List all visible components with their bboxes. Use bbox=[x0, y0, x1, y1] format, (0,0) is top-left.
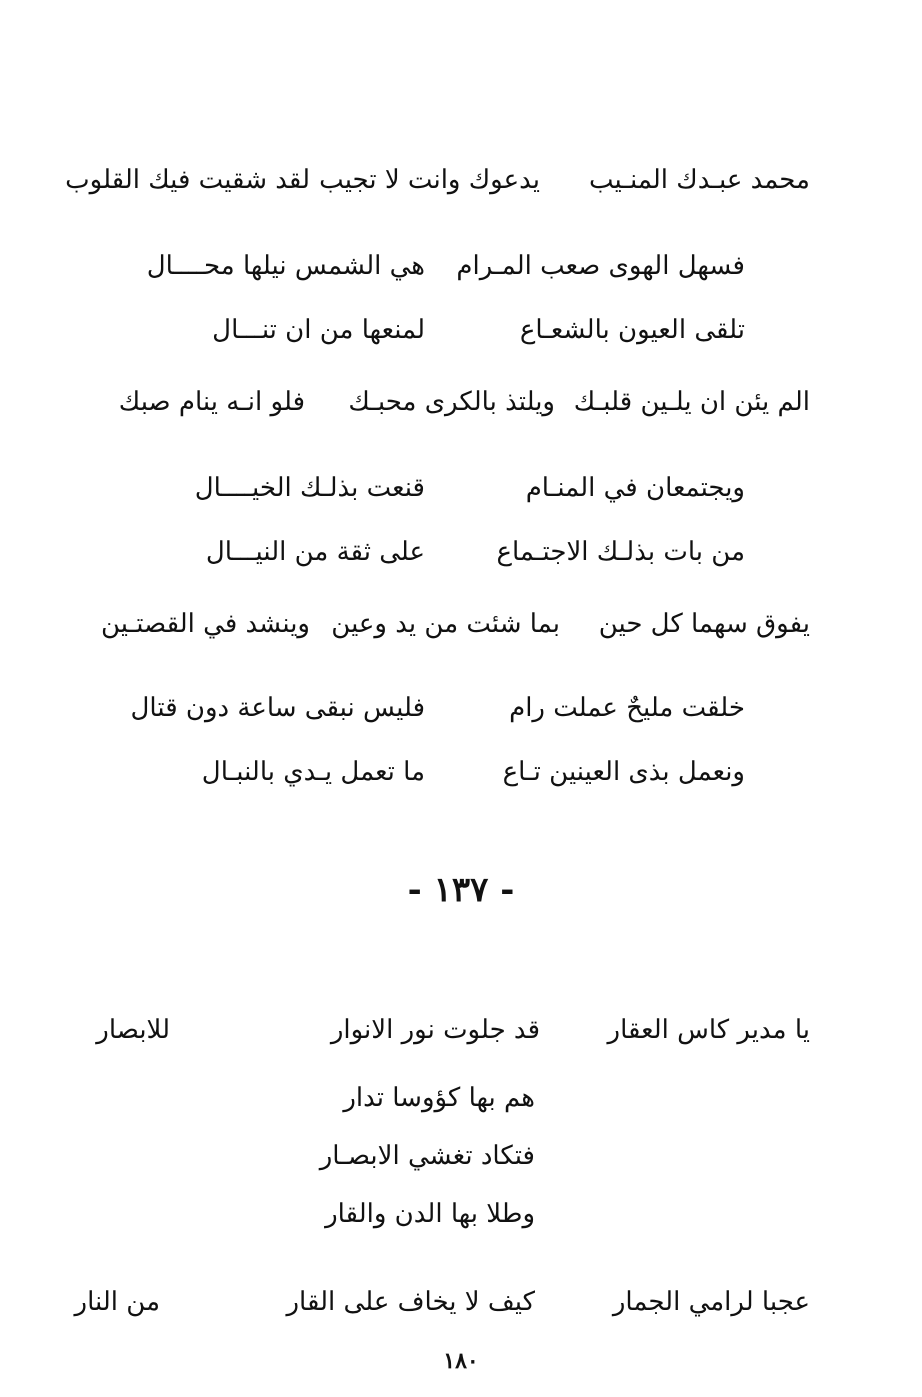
verse-line-3 bbox=[150, 310, 745, 350]
hemistich-middle: بما شئت من يد وعين bbox=[331, 609, 560, 639]
verse-line-1 bbox=[65, 160, 810, 200]
segment-text: هم بها كؤوسا تدار bbox=[343, 1083, 535, 1113]
hemistich-left: ما تعمل يـدي بالنبـال bbox=[201, 757, 425, 787]
hemistich-left: فليس نبقى ساعة دون قتال bbox=[130, 693, 425, 723]
hemistich-left: وينشد في القصتـين bbox=[100, 609, 310, 639]
verse-line-2 bbox=[146, 246, 745, 286]
hemistich-middle: يدعوك وانت لا تجيب bbox=[319, 165, 540, 195]
muwashshah-line-4 bbox=[300, 1194, 535, 1234]
hemistich-left: هي الشمس نيلها محــــال bbox=[146, 251, 425, 281]
hemistich-left: على ثقة من النيـــال bbox=[205, 537, 425, 567]
segment-left: للابصار bbox=[96, 1015, 170, 1045]
segment-right: يا مدير كاس العقار bbox=[607, 1015, 810, 1045]
segment-left: من النار bbox=[74, 1287, 160, 1317]
hemistich-right: يفوق سهما كل حين bbox=[598, 609, 810, 639]
muwashshah-line-1 bbox=[80, 1010, 810, 1050]
segment-right: عجبا لرامي الجمار bbox=[612, 1287, 810, 1317]
segment-middle: كيف لا يخاف على القار bbox=[286, 1287, 535, 1317]
hemistich-right: ونعمل بذى العينين تـاع bbox=[502, 757, 745, 787]
segment-text: فتكاد تغشي الابصـار bbox=[319, 1141, 535, 1171]
hemistich-right: خلقت مليحٌ عملت رام bbox=[509, 693, 745, 723]
segment-middle: قد جلوت نور الانوار bbox=[330, 1015, 540, 1045]
verse-line-5 bbox=[150, 468, 745, 508]
verse-line-9 bbox=[150, 752, 745, 792]
muwashshah-line-2 bbox=[300, 1078, 535, 1118]
muwashshah-line-3 bbox=[300, 1136, 535, 1176]
hemistich-left: لقد شقيت فيك القلوب bbox=[65, 165, 310, 195]
verse-line-7 bbox=[80, 604, 810, 644]
hemistich-middle: ويلتذ بالكرى محبـك bbox=[348, 387, 555, 417]
hemistich-right: الم يئن ان يلـين قلبـك bbox=[573, 387, 810, 417]
hemistich-right: محمد عبـدك المنـيب bbox=[589, 165, 810, 195]
hemistich-right: من بات بذلـك الاجتـماع bbox=[496, 537, 745, 567]
hemistich-left: قنعت بذلـك الخيــــال bbox=[194, 473, 425, 503]
muwashshah-line-5 bbox=[74, 1282, 810, 1322]
verse-line-6 bbox=[150, 532, 745, 572]
hemistich-left: لمنعها من ان تنـــال bbox=[212, 315, 425, 345]
hemistich-left: فلو انـه ينام صبك bbox=[118, 387, 305, 417]
segment-text: وطلا بها الدن والقار bbox=[325, 1199, 535, 1229]
hemistich-right: تلقى العيون بالشعـاع bbox=[519, 315, 745, 345]
verse-line-8 bbox=[130, 688, 745, 728]
section-number: - ١٣٧ - bbox=[407, 870, 515, 910]
hemistich-right: فسهل الهوى صعب المـرام bbox=[456, 251, 745, 281]
verse-line-4 bbox=[80, 382, 810, 422]
hemistich-right: ويجتمعان في المنـام bbox=[525, 473, 745, 503]
page-number: ١٨٠ bbox=[443, 1348, 479, 1374]
